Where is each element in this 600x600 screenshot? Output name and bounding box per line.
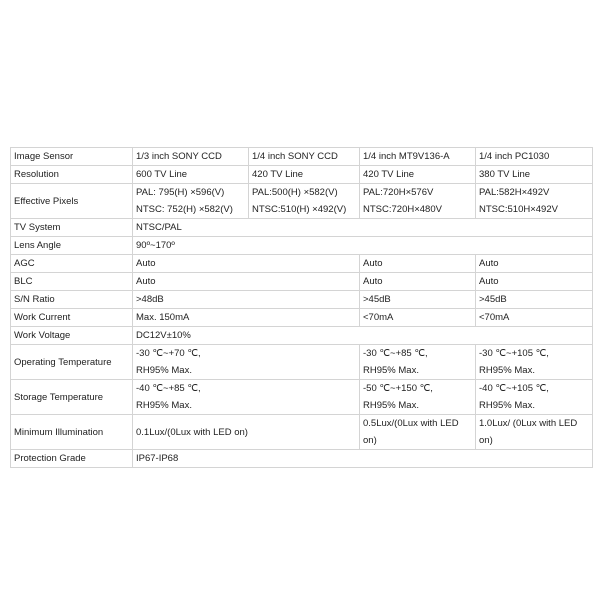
table-cell xyxy=(360,291,476,309)
table-cell xyxy=(360,148,476,166)
table-cell xyxy=(360,184,476,219)
cell-text: <70mA xyxy=(363,312,394,323)
row-label: Work Current xyxy=(11,309,133,327)
table-cell xyxy=(476,184,593,219)
cell-text: 1/3 inch SONY CCD xyxy=(136,151,222,162)
table-cell xyxy=(360,380,476,415)
row-label: Protection Grade xyxy=(11,450,133,468)
cell-text: RH95% Max. xyxy=(136,365,192,376)
row-label: Work Voltage xyxy=(11,327,133,345)
table-cell xyxy=(133,237,593,255)
table-cell xyxy=(360,345,476,380)
cell-text: 90º~170º xyxy=(136,240,175,251)
table-cell xyxy=(133,219,593,237)
cell-text: RH95% Max. xyxy=(136,400,192,411)
table-row xyxy=(11,273,593,291)
table-cell xyxy=(133,327,593,345)
table-cell xyxy=(476,380,593,415)
cell-text: Auto xyxy=(479,258,499,269)
row-label: TV System xyxy=(11,219,133,237)
row-label: Operating Temperature xyxy=(11,345,133,380)
row-label: BLC xyxy=(11,273,133,291)
cell-text: PAL:720H×576V xyxy=(363,187,434,198)
cell-text: >45dB xyxy=(363,294,391,305)
cell-text: -40 ℃~+85 ℃, xyxy=(136,383,201,394)
cell-text: 0.1Lux/(0Lux with LED on) xyxy=(136,426,248,438)
cell-text: -30 ℃~+105 ℃, xyxy=(479,348,549,359)
table-cell xyxy=(476,415,593,450)
row-label: Lens Angle xyxy=(11,237,133,255)
table-cell xyxy=(133,415,360,450)
table-cell xyxy=(249,148,360,166)
cell-text: -30 ℃~+70 ℃, xyxy=(136,348,201,359)
row-label: Resolution xyxy=(11,166,133,184)
cell-text: >45dB xyxy=(479,294,507,305)
cell-text: NTSC:720H×480V xyxy=(363,204,442,215)
table-cell xyxy=(360,255,476,273)
table-cell xyxy=(476,255,593,273)
table-cell xyxy=(476,291,593,309)
cell-text: 600 TV Line xyxy=(136,169,188,180)
cell-text: Auto xyxy=(136,258,156,269)
cell-text: Auto xyxy=(479,276,499,287)
table-row xyxy=(11,380,593,415)
table-cell xyxy=(133,184,249,219)
table-row xyxy=(11,219,593,237)
table-row xyxy=(11,291,593,309)
table-cell xyxy=(476,273,593,291)
table-cell xyxy=(249,184,360,219)
cell-text: NTSC:510(H) ×492(V) xyxy=(252,204,347,215)
cell-text: 420 TV Line xyxy=(363,169,415,180)
table-row xyxy=(11,255,593,273)
cell-text: -30 ℃~+85 ℃, xyxy=(363,348,428,359)
cell-text: Max. 150mA xyxy=(136,312,190,323)
spec-table-body xyxy=(11,148,593,468)
table-cell xyxy=(133,255,360,273)
cell-text: RH95% Max. xyxy=(363,400,419,411)
table-row xyxy=(11,327,593,345)
table-row xyxy=(11,148,593,166)
cell-text: PAL: 795(H) ×596(V) xyxy=(136,187,225,198)
table-row xyxy=(11,415,593,450)
table-cell xyxy=(133,291,360,309)
table-cell xyxy=(476,148,593,166)
table-cell xyxy=(133,166,249,184)
table-cell xyxy=(360,415,476,450)
cell-text: -50 ℃~+150 ℃, xyxy=(363,383,433,394)
cell-text: NTSC/PAL xyxy=(136,222,182,233)
cell-text: DC12V±10% xyxy=(136,330,191,341)
cell-text: 1/4 inch PC1030 xyxy=(479,151,550,162)
cell-text: <70mA xyxy=(479,312,510,323)
table-cell xyxy=(476,166,593,184)
table-cell xyxy=(133,450,593,468)
row-label: Image Sensor xyxy=(11,148,133,166)
row-label: Minimum Illumination xyxy=(11,415,133,450)
table-row xyxy=(11,450,593,468)
row-label: Storage Temperature xyxy=(11,380,133,415)
table-row xyxy=(11,237,593,255)
cell-text: Auto xyxy=(136,276,156,287)
table-row xyxy=(11,345,593,380)
row-label: AGC xyxy=(11,255,133,273)
cell-text: -40 ℃~+105 ℃, xyxy=(479,383,549,394)
table-cell xyxy=(360,273,476,291)
cell-text: >48dB xyxy=(136,294,164,305)
row-label: S/N Ratio xyxy=(11,291,133,309)
cell-text: Auto xyxy=(363,276,383,287)
cell-text: RH95% Max. xyxy=(479,400,535,411)
table-cell xyxy=(133,380,360,415)
cell-text: 0.5Lux/(0Lux with LED xyxy=(363,418,459,429)
cell-text: RH95% Max. xyxy=(479,365,535,376)
cell-text: 420 TV Line xyxy=(252,169,304,180)
table-cell xyxy=(133,273,360,291)
row-label: Effective Pixels xyxy=(11,184,133,219)
cell-text: IP67-IP68 xyxy=(136,453,179,464)
table-cell xyxy=(360,309,476,327)
table-row xyxy=(11,166,593,184)
cell-text: PAL:500(H) ×582(V) xyxy=(252,187,338,198)
cell-text: 1/4 inch SONY CCD xyxy=(252,151,338,162)
cell-text: 1/4 inch MT9V136-A xyxy=(363,151,450,162)
table-cell xyxy=(133,345,360,380)
table-cell xyxy=(476,345,593,380)
cell-text: on) xyxy=(363,435,377,446)
cell-text: NTSC: 752(H) ×582(V) xyxy=(136,204,233,215)
table-cell xyxy=(476,309,593,327)
table-cell xyxy=(360,166,476,184)
cell-text: 1.0Lux/ (0Lux with LED xyxy=(479,418,578,429)
spec-table xyxy=(10,147,593,468)
cell-text: PAL:582H×492V xyxy=(479,187,550,198)
table-row xyxy=(11,184,593,219)
cell-text: NTSC:510H×492V xyxy=(479,204,558,215)
table-row xyxy=(11,309,593,327)
table-cell xyxy=(133,148,249,166)
cell-text: on) xyxy=(479,435,493,446)
cell-text: 380 TV Line xyxy=(479,169,531,180)
cell-text: RH95% Max. xyxy=(363,365,419,376)
table-cell xyxy=(249,166,360,184)
table-cell xyxy=(133,309,360,327)
cell-text: Auto xyxy=(363,258,383,269)
